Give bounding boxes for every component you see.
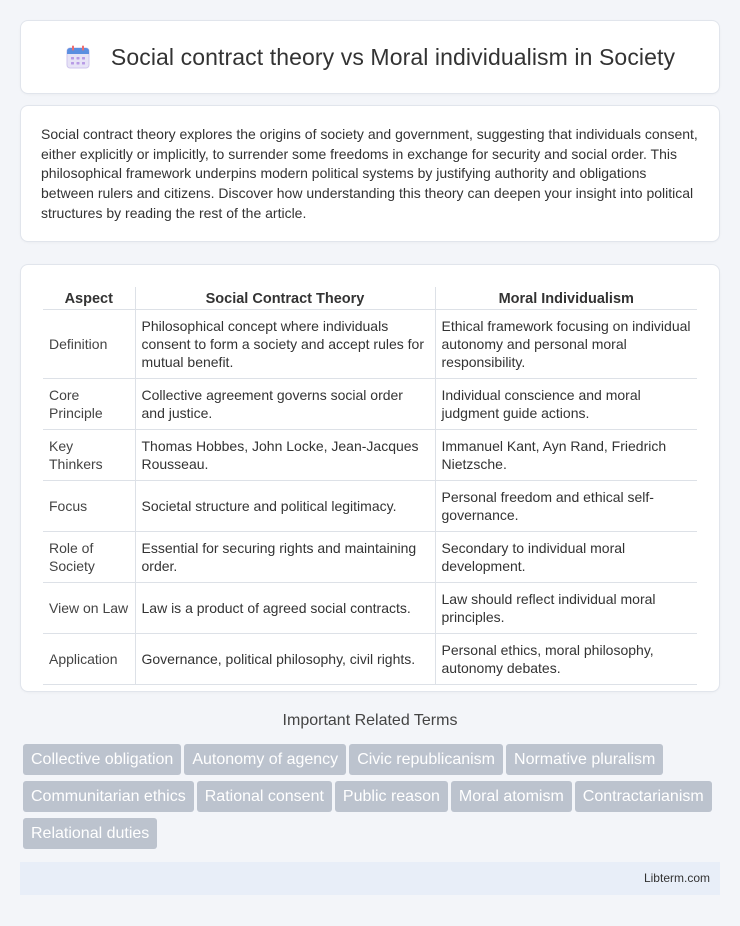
aspect-cell: Focus [43, 481, 135, 532]
social-contract-cell: Thomas Hobbes, John Locke, Jean-Jacques Rousseau. [135, 430, 435, 481]
related-term-tag[interactable]: Rational consent [197, 781, 332, 812]
table-header-row [43, 287, 697, 310]
table-row [43, 481, 697, 532]
moral-individualism-cell: Law should reflect individual moral principles. [435, 583, 697, 634]
moral-individualism-cell: Personal ethics, moral philosophy, autonomy debates. [435, 634, 697, 685]
related-term-tag[interactable]: Collective obligation [23, 744, 181, 775]
page-title: Social contract theory vs Moral individualism in Society [110, 43, 676, 70]
table-row [43, 310, 697, 379]
comparison-table-card [20, 264, 720, 692]
moral-individualism-cell: Secondary to individual moral development. [435, 532, 697, 583]
related-term-tag[interactable]: Public reason [335, 781, 448, 812]
related-terms-title: Important Related Terms [282, 712, 458, 729]
related-term-tag[interactable]: Moral atomism [451, 781, 572, 812]
footer [20, 862, 720, 895]
moral-individualism-cell: Ethical framework focusing on individual autonomy and personal moral responsibility. [435, 310, 697, 379]
table-row [43, 532, 697, 583]
moral-individualism-cell: Immanuel Kant, Ayn Rand, Friedrich Nietzsche. [435, 430, 697, 481]
social-contract-cell: Essential for securing rights and maintaining order. [135, 532, 435, 583]
calendar-icon [65, 44, 91, 70]
aspect-cell: View on Law [43, 583, 135, 634]
aspect-cell: Definition [43, 310, 135, 379]
moral-individualism-cell: Individual conscience and moral judgment guide actions. [435, 379, 697, 430]
aspect-cell: Role of Society [43, 532, 135, 583]
footer-site-link[interactable]: Libterm.com [643, 871, 710, 885]
social-contract-cell: Societal structure and political legitimacy. [135, 481, 435, 532]
intro-card [20, 105, 720, 242]
related-term-tag[interactable]: Civic republicanism [349, 744, 503, 775]
comparison-table [43, 287, 697, 685]
related-term-tag[interactable]: Communitarian ethics [23, 781, 194, 812]
social-contract-cell: Philosophical concept where individuals consent to form a society and accept rules for mutual benefit. [135, 310, 435, 379]
social-contract-cell: Law is a product of agreed social contracts. [135, 583, 435, 634]
table-row [43, 430, 697, 481]
related-term-tag[interactable]: Normative pluralism [506, 744, 663, 775]
aspect-cell: Core Principle [43, 379, 135, 430]
aspect-cell: Key Thinkers [43, 430, 135, 481]
table-row [43, 379, 697, 430]
header-aspect: Aspect [43, 287, 135, 310]
social-contract-cell: Governance, political philosophy, civil rights. [135, 634, 435, 685]
table-row [43, 634, 697, 685]
header-moral-individualism: Moral Individualism [435, 287, 697, 310]
related-term-tag[interactable]: Autonomy of agency [184, 744, 346, 775]
header-social-contract: Social Contract Theory [135, 287, 435, 310]
header-card [20, 20, 720, 94]
related-term-tag[interactable]: Relational duties [23, 818, 157, 849]
social-contract-cell: Collective agreement governs social order and justice. [135, 379, 435, 430]
moral-individualism-cell: Personal freedom and ethical self-governance. [435, 481, 697, 532]
related-term-tag[interactable]: Contractarianism [575, 781, 712, 812]
table-row [43, 583, 697, 634]
aspect-cell: Application [43, 634, 135, 685]
intro-text: Social contract theory explores the origins of society and government, suggesting that individuals consent, either explicitly or implicitly, to surrender some freedoms in exchange for security and social order. This philosophical framework underpins modern political systems by justifying authority and obligations between rulers and citizens. Discover how understanding this theory can deepen your insight into political structures by reading the rest of the article. [41, 126, 698, 221]
related-terms-list [23, 744, 723, 855]
